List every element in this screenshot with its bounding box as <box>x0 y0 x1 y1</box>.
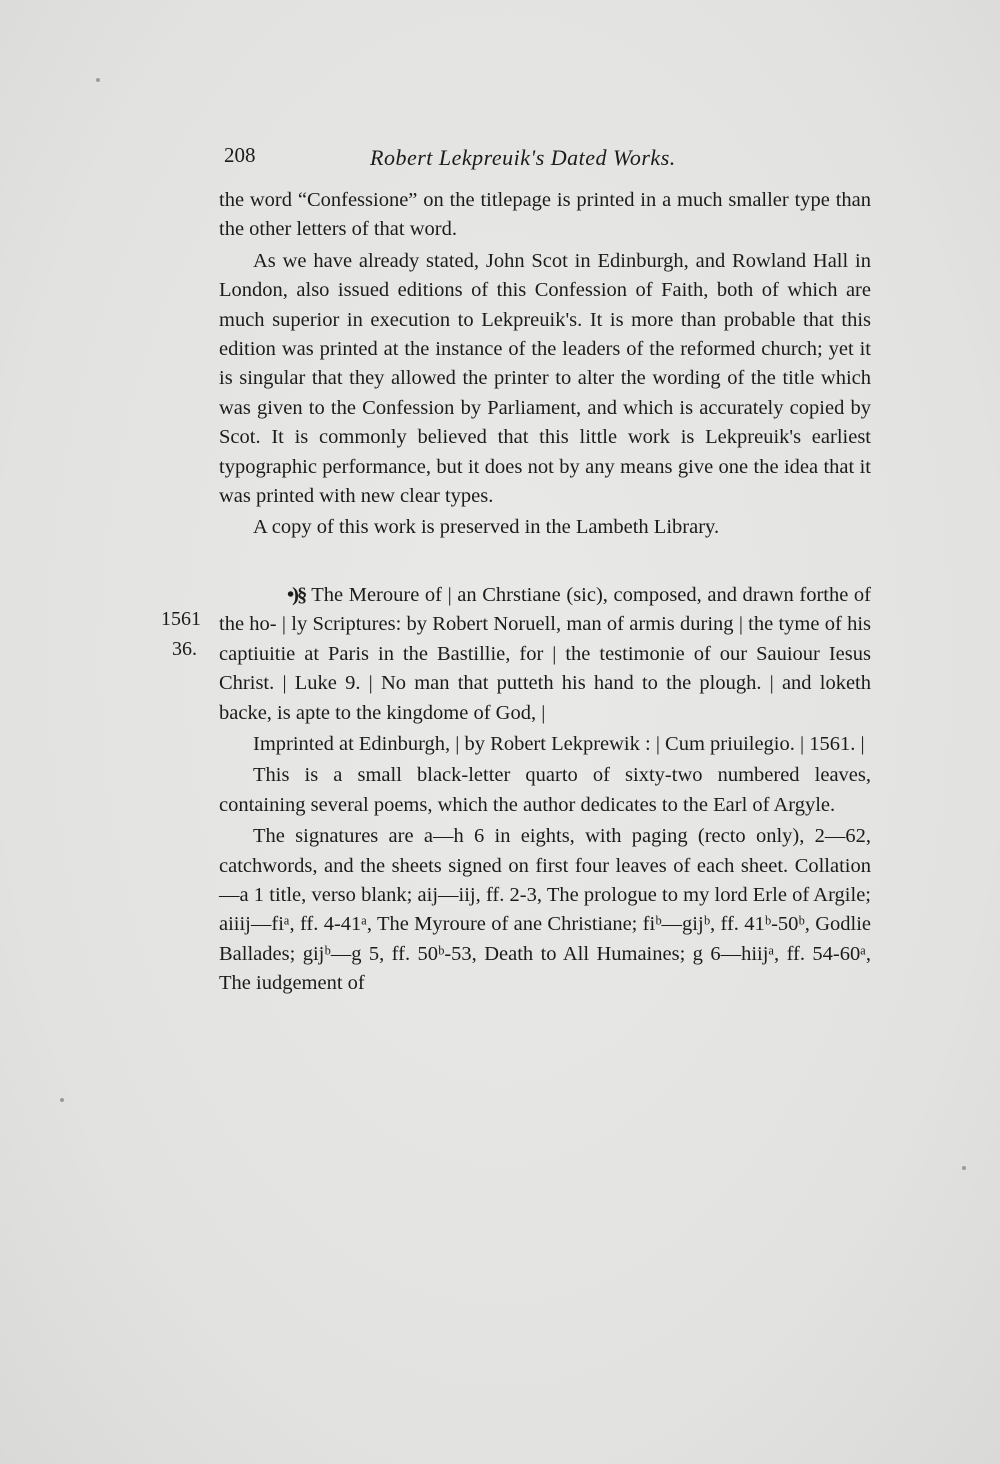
body-text <box>219 186 871 1001</box>
fleuron-icon: •)§ <box>287 583 306 606</box>
section-spacer <box>219 545 871 581</box>
entry-title-text: The Meroure of | an Chrstiane (sic), composed, and drawn forthe of the ho- | ly Scriptures: by Robert Noruell, man of armis during | the tyme of his captiuitie at Paris in the Bastillie, for | the testimonie of our Sauiour Iesus Christ. | Luke 9. | No man that putteth his hand to the plough. | and loketh backe, is apte to the kingdome of God, | <box>219 583 871 724</box>
paper-speck <box>96 78 100 82</box>
page-number: 208 <box>224 143 256 167</box>
paragraph-lambeth: A copy of this work is preserved in the Lambeth Library. <box>253 516 720 539</box>
paragraph-confessione-note: the word “Confessione” on the titlepage is printed in a much smaller type than the other letters of that word. <box>219 189 871 241</box>
paragraph-editions: As we have already stated, John Scot in Edinburgh, and Rowland Hall in London, also issued editions of this Confession of Faith, both of which are much superior in execution to Lekpreuik's. It is more than probable that this edition was printed at the instance of the leaders of the reformed church; yet it is singular that they allowed the printer to alter the wording of the title which was given to the Confession by Parliament, and which is accurately copied by Scot. It is commonly believed that this little work is Lekpreuik's earliest typographic performance, but it does not by any means give one the idea that it was printed with new clear types. <box>219 249 871 508</box>
entry-collation: The signatures are a—h 6 in eights, with paging (recto only), 2—62, catchwords, and the sheets signed on first four leaves of each sheet. Collation—a 1 title, verso blank; aij—iij, ff. 2-3, The prologue to my lord Erle of Argile; aiiij—fiᵃ, ff. 4-41ᵃ, The Myroure of ane Christiane; fiᵇ—gijᵇ, ff. 41ᵇ-50ᵇ, Godlie Ballades; gijᵇ—g 5, ff. 50ᵇ-53, Death to All Humaines; g 6—hiijᵃ, ff. 54-60ᵃ, The iudgement of <box>219 825 871 995</box>
entry-title <box>219 581 871 728</box>
paper-speck <box>60 1098 64 1102</box>
margin-year: 1561 <box>161 608 201 630</box>
paper-speck <box>962 1166 966 1170</box>
entry-description: This is a small black-letter quarto of sixty-two numbered leaves, containing several poems, which the author dedicates to the Earl of Argyle. <box>219 764 871 816</box>
margin-entry-number: 36. <box>172 638 197 660</box>
running-head <box>224 143 874 177</box>
running-title: Robert Lekpreuik's Dated Works. <box>370 145 676 170</box>
entry-imprint: Imprinted at Edinburgh, | by Robert Lekprewik : | Cum priuilegio. | 1561. | <box>253 732 865 755</box>
